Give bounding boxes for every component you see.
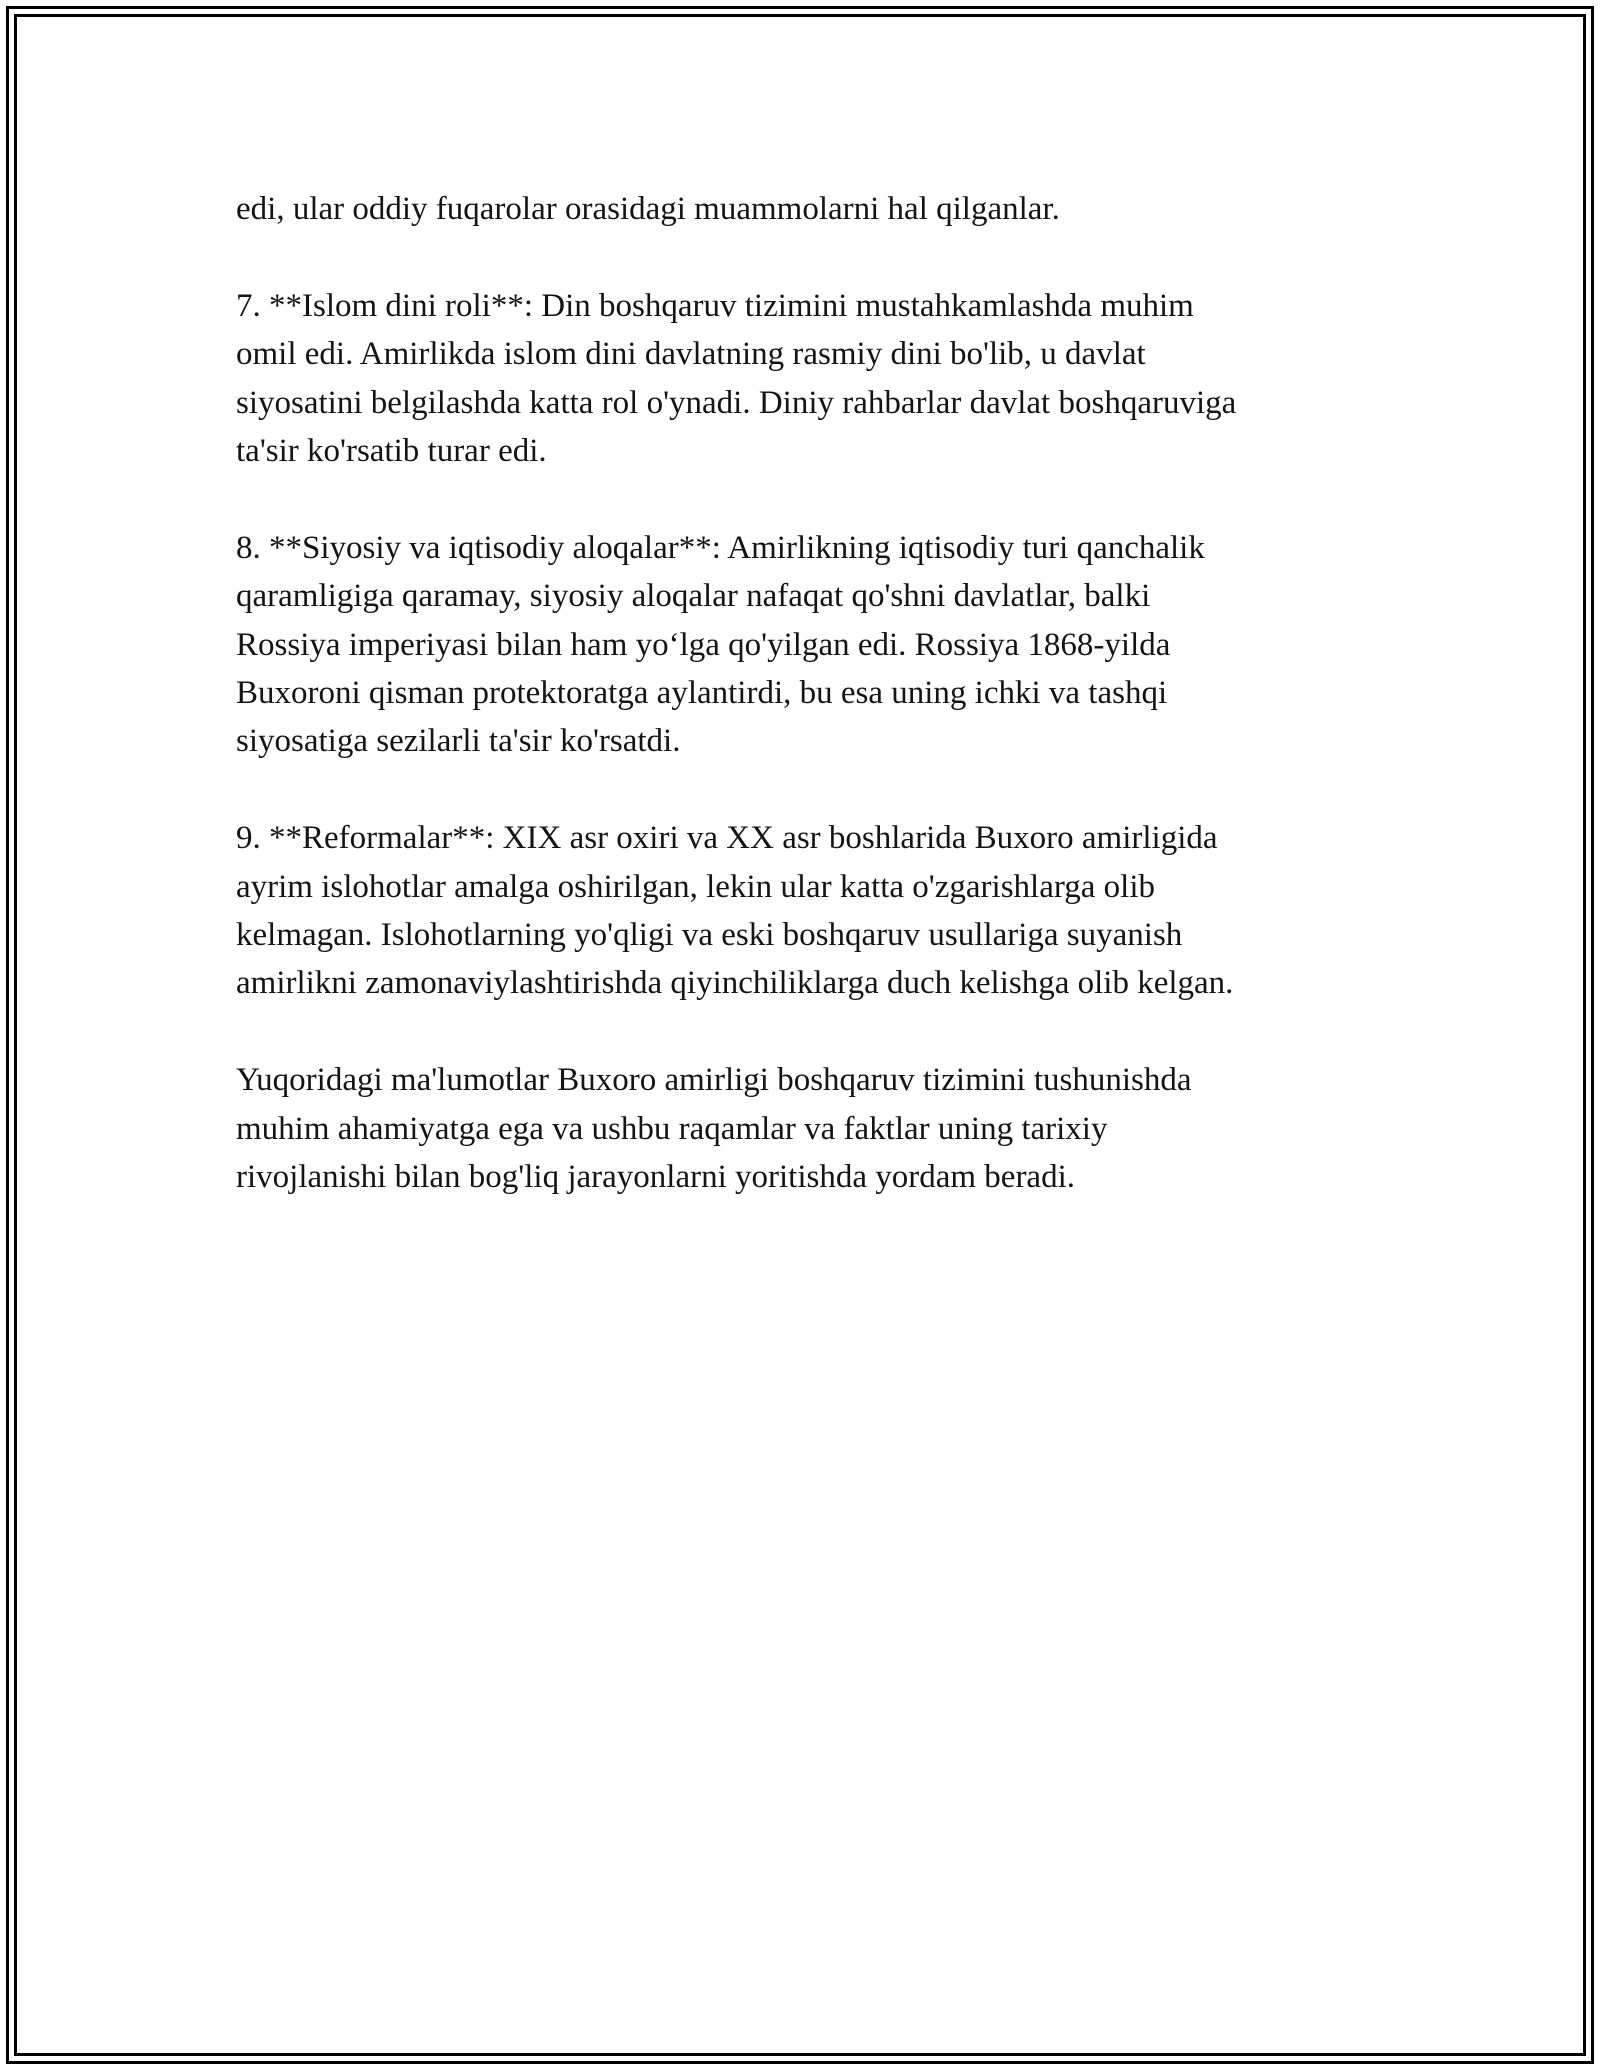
paragraph-conclusion: Yuqoridagi ma'lumotlar Buxoro amirligi boshqaruv tizimini tushunishda muhim ahamiyatga ega va ushbu raqamlar va faktlar uning tarixiy rivojlanishi bilan bog'liq jarayonlarni yoritishda yordam beradi. [236, 1062, 1192, 1196]
paragraph-item-8-siyosiy-va-iqtisodiy-aloqalar: 8. **Siyosiy va iqtisodiy aloqalar**: Amirlikning iqtisodiy turi qanchalik qaramligiga qaramay, siyosiy aloqalar nafaqat qo'shni davlatlar, balki Rossiya imperiyasi bilan ham yo‘lga qo'yilgan edi. Rossiya 1868-yilda Buxoroni qisman protektoratga aylantirdi, bu esa uning ichki va tashqi siyosatiga sezilarli ta'sir ko'rsatdi. [236, 529, 1205, 760]
paragraph-item-7-islom-dini-roli: 7. **Islom dini roli**: Din boshqaruv tizimini mustahkamlashda muhim omil edi. Amirlikda islom dini davlatning rasmiy dini bo'lib, u davlat siyosatini belgilashda katta rol o'ynadi. Diniy rahbarlar davlat boshqaruviga ta'sir ko'rsatib turar edi. [236, 287, 1237, 470]
paragraph-item-9-reformalar: 9. **Reformalar**: XIX asr oxiri va XX asr boshlarida Buxoro amirligida ayrim islohotlar amalga oshirilgan, lekin ular katta o'zgarishlarga olib kelmagan. Islohotlarning yo'qligi va eski boshqaruv usullariga suyanish amirlikni zamonaviylashtirishda qiyinchiliklarga duch kelishga olib kelgan. [236, 820, 1234, 1002]
paragraph-continuation: edi, ular oddiy fuqarolar orasidagi muammolarni hal qilganlar. [236, 191, 1060, 227]
document-page [236, 185, 1366, 1250]
